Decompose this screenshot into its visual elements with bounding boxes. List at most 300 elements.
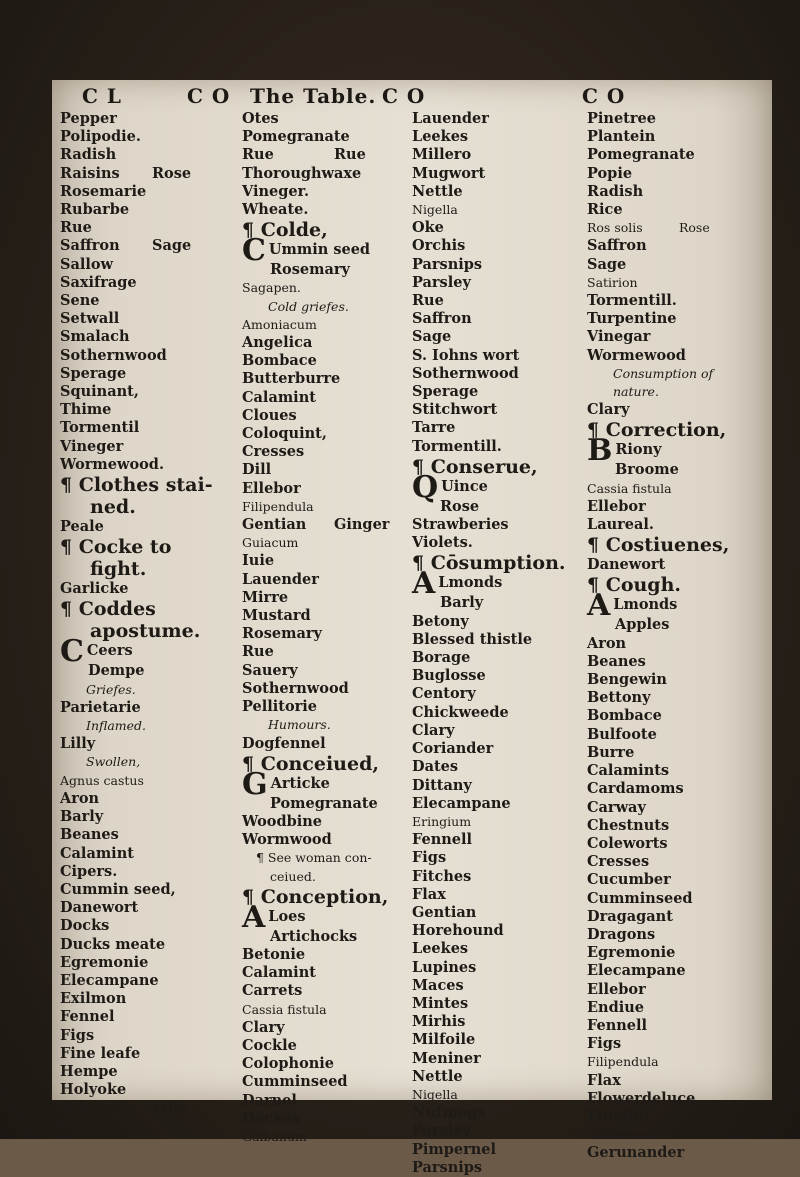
entry-text: Centory (412, 685, 476, 703)
entry-text: Sauery (242, 661, 298, 679)
index-entry (242, 795, 420, 813)
index-entry (587, 256, 765, 274)
index-entry-roman (242, 534, 420, 552)
index-entry-roman (587, 1126, 765, 1144)
index-entry (60, 580, 238, 598)
entry-text: Hempe (60, 1062, 118, 1080)
index-entry (412, 146, 590, 164)
index-entry (587, 671, 765, 689)
entry-text: Ellebor (587, 980, 646, 998)
index-entry (412, 667, 590, 685)
entry-text: Beanes (587, 652, 646, 670)
index-entry (60, 881, 238, 899)
entry-text: Garlicke (60, 580, 129, 598)
index-entry (412, 886, 590, 904)
header-title: The Table. (250, 84, 377, 108)
index-entry (242, 146, 420, 164)
entry-text: Setwall (60, 310, 120, 328)
index-entry (242, 261, 420, 279)
entry-text: Vinegar (587, 328, 651, 346)
entry-text: Cold griefes. (268, 298, 349, 314)
index-entry (412, 310, 590, 328)
subheading (60, 717, 238, 735)
entry-text: Satirion (587, 274, 638, 290)
entry-text: Swollen, (86, 754, 141, 770)
index-entry-roman (242, 1001, 420, 1019)
entry-text: Rice (587, 201, 623, 219)
entry-text: Cresses (587, 853, 650, 871)
entry-text: Thoroughwaxe (242, 164, 362, 182)
entry-text: Sothernwood (412, 364, 519, 382)
entry-text: Coloquint, (242, 425, 327, 443)
entry-text: Strawberies (412, 516, 509, 534)
index-entry (412, 631, 590, 649)
index-entry (587, 516, 765, 534)
entry-text: Pepper (60, 110, 117, 127)
index-column-3 (412, 110, 590, 1177)
index-entry (242, 589, 420, 607)
entry-text: Gerunander (587, 1144, 685, 1162)
entry-text: Aron (60, 789, 100, 807)
entry-text: apostume. (90, 620, 201, 643)
index-entry (242, 552, 420, 570)
entry-text: Buglosse (412, 667, 486, 685)
entry-text: Elecampane (587, 962, 686, 980)
index-entry (60, 274, 238, 292)
section-heading (242, 219, 420, 241)
index-entry (242, 110, 420, 128)
index-entry (587, 237, 765, 255)
index-entry (587, 292, 765, 310)
index-entry (60, 634, 238, 670)
entry-text: Vineger. (242, 182, 309, 200)
entry-text: Violets. (412, 534, 473, 552)
index-entry (587, 128, 765, 146)
drop-cap-initial: C (242, 233, 266, 269)
index-entry (587, 588, 765, 624)
entry-text: Egremonie (587, 944, 676, 962)
index-entry-roman (242, 498, 420, 516)
index-entry (412, 274, 590, 292)
index-entry (242, 370, 420, 388)
index-entry (587, 799, 765, 817)
subheading (60, 753, 238, 771)
entry-text: Leekes (412, 128, 469, 146)
index-entry (242, 461, 420, 479)
index-entry (242, 480, 420, 498)
index-entry (412, 685, 590, 703)
entry-text: ¶ Correction, (587, 419, 727, 442)
index-entry (60, 1063, 238, 1081)
entry-text: Carrets (242, 982, 303, 1000)
index-entry (587, 635, 765, 653)
entry-text: Dragagant (587, 907, 673, 925)
drop-cap-initial: G (242, 766, 268, 802)
index-entry (412, 534, 590, 552)
index-entry (60, 1118, 238, 1136)
drop-cap-initial: B (587, 433, 613, 469)
entry-text: Fennell (587, 1016, 648, 1034)
index-entry (60, 972, 238, 990)
index-entry (60, 1081, 238, 1099)
index-entry (242, 165, 420, 183)
entry-text: Squinant, (60, 383, 139, 401)
entry-text: Carway (587, 798, 646, 816)
book-page (52, 80, 772, 1176)
index-entry (587, 1017, 765, 1035)
entry-text: Nigella (412, 202, 458, 218)
entry-text: Filipendula (587, 1054, 659, 1070)
index-entry (412, 256, 590, 274)
index-entry (587, 908, 765, 926)
cross-reference-continued (242, 868, 420, 886)
index-entry (60, 917, 238, 935)
index-entry (412, 795, 590, 813)
entry-text: Pellitorie (242, 698, 318, 716)
index-entry (587, 616, 765, 634)
index-entry (412, 469, 590, 505)
entry-text: Calamints (587, 762, 670, 780)
drop-cap-initial: A (412, 566, 436, 602)
index-entry (412, 1141, 590, 1159)
entry-text: ¶ Clothes stai- (60, 474, 213, 497)
entry-text: Docks (60, 917, 110, 935)
entry-text: Pinetree (587, 110, 656, 127)
entry-text: Borage (412, 649, 471, 667)
index-entry (412, 959, 590, 977)
entry-text: Bombace (587, 707, 662, 725)
index-entry (60, 1045, 238, 1063)
entry-text: Coriander (412, 740, 494, 758)
index-entry (412, 566, 590, 602)
entry-text: Saffron (412, 310, 472, 328)
index-entry (587, 433, 765, 469)
entry-text: Sage (587, 255, 627, 273)
entry-text: Cumminseed (242, 1073, 348, 1091)
entry-text: Sagapen. (242, 280, 301, 296)
entry-text: Fluellin (587, 1107, 650, 1125)
entry-text: Burre (587, 743, 635, 761)
index-entry (60, 662, 238, 680)
entry-text: Tormentill. (412, 437, 502, 455)
index-entry (412, 995, 590, 1013)
entry-text: Woodbine (242, 812, 322, 830)
section-heading-continued (60, 558, 238, 580)
entry-text: Rosemarie (60, 182, 147, 200)
index-entry (587, 762, 765, 780)
index-entry (242, 813, 420, 831)
section-heading-continued (60, 620, 238, 642)
entry-text: Flax (412, 885, 446, 903)
entry-text: Amoniacum (242, 316, 317, 332)
entry-text: Rosemary (242, 625, 322, 643)
header-column-2-letters: C O (187, 84, 231, 108)
index-column-1 (60, 110, 238, 1136)
entry-text: ¶ Coddes (60, 598, 156, 621)
entry-text: Calamint (242, 388, 316, 406)
entry-text: Betonie (242, 945, 306, 963)
subheading (587, 383, 765, 401)
entry-text: Maces (412, 976, 464, 994)
entry-text: Bengewin (587, 671, 667, 689)
entry-text: Fine leafe (60, 1044, 141, 1062)
index-entry (242, 425, 420, 443)
entry-text: Guiacum (242, 535, 299, 551)
entry-text: Lauender (242, 570, 319, 588)
entry-text: Lupines (412, 958, 477, 976)
index-entry (60, 110, 238, 128)
entry-text: Galbanum (242, 1128, 307, 1144)
index-entry-roman (242, 1128, 420, 1146)
index-entry (242, 352, 420, 370)
entry-text: ¶ Colde, (242, 219, 328, 242)
index-entry (242, 928, 420, 946)
entry-text: Saffron (587, 237, 647, 255)
entry-text: Peale (60, 518, 104, 536)
index-entry (587, 556, 765, 574)
index-entry (60, 808, 238, 826)
entry-text: Rue (242, 643, 274, 661)
entry-text: Holyoke (60, 1081, 127, 1099)
entry-text: Butterburre (242, 370, 341, 388)
index-entry (412, 328, 590, 346)
entry-text: Stitchwort (412, 401, 498, 419)
index-entry (412, 1013, 590, 1031)
entry-text: Danewort (587, 556, 666, 574)
entry-text: Galbanum (587, 1127, 652, 1143)
index-entry (412, 110, 590, 128)
entry-text: Ellebor (242, 479, 301, 497)
entry-text: Ros solis (587, 220, 643, 236)
entry-text: ceiued. (270, 868, 316, 884)
entry-text: Leekes (412, 940, 469, 958)
index-entry (587, 853, 765, 871)
entry-text: ¶ Costiuenes, (587, 534, 730, 557)
index-entry (60, 183, 238, 201)
index-entry (242, 625, 420, 643)
section-heading (587, 419, 765, 441)
entry-text: Pomegranate (270, 794, 378, 812)
paired-entry-text: Lilly (152, 1099, 188, 1117)
entry-text: Saffron (60, 237, 120, 255)
index-entry (242, 643, 420, 661)
entry-text: Rue (412, 292, 444, 310)
section-heading (242, 886, 420, 908)
index-entry (60, 790, 238, 808)
entry-text: Dragons (587, 925, 656, 943)
index-entry (587, 1072, 765, 1090)
entry-text: Eringium (412, 813, 472, 829)
index-entry (412, 1159, 590, 1177)
entry-text: fight. (90, 558, 147, 581)
index-entry (242, 735, 420, 753)
index-entry (242, 389, 420, 407)
index-entry (412, 977, 590, 995)
entry-text: Milfoile (412, 1031, 476, 1049)
cross-reference (242, 849, 420, 867)
entry-text: Exilmon (60, 990, 127, 1008)
paired-entry-text: Sage (152, 237, 192, 255)
entry-text: Broome (615, 461, 679, 479)
index-entry (60, 219, 238, 237)
entry-text: ¶ Conception, (242, 885, 389, 908)
index-entry (60, 845, 238, 863)
index-entry (587, 146, 765, 164)
index-entry (412, 649, 590, 667)
index-entry (412, 594, 590, 612)
entry-text: Dates (412, 758, 459, 776)
index-entry (242, 233, 420, 269)
entry-text: Figs (587, 1035, 622, 1053)
entry-text: Filipendula (242, 498, 314, 514)
entry-text: Parsley (412, 273, 471, 291)
header-column-4-letters: C O (582, 84, 626, 108)
entry-text: Sothernwood (60, 346, 167, 364)
index-entry (587, 726, 765, 744)
index-entry (60, 383, 238, 401)
paired-entry-text: Rose (152, 164, 192, 182)
index-entry (60, 201, 238, 219)
entry-text: Mirre (242, 588, 289, 606)
entry-text: Uince (441, 477, 488, 495)
entry-text: Aron (587, 634, 627, 652)
index-entry (412, 165, 590, 183)
index-entry-roman (587, 1053, 765, 1071)
entry-text: Griefes. (86, 681, 136, 697)
entry-text: Dockes (242, 1109, 301, 1127)
entry-text: S. Iohns wort (412, 346, 520, 364)
entry-text: Calamint (60, 844, 134, 862)
index-entry (412, 401, 590, 419)
entry-text: Pimpernel (412, 1140, 497, 1158)
entry-text: Chestnuts (587, 816, 670, 834)
entry-text: Blessed thistle (412, 630, 533, 648)
index-entry (412, 922, 590, 940)
index-entry (242, 183, 420, 201)
entry-text: ¶ Conceiued, (242, 752, 379, 775)
index-entry (242, 334, 420, 352)
index-entry (60, 438, 238, 456)
index-entry (587, 962, 765, 980)
entry-text: Rubarbe (60, 201, 130, 219)
subheading (60, 681, 238, 699)
index-entry (587, 944, 765, 962)
entry-text: Lauender (412, 110, 489, 127)
entry-text: Egremonie (60, 953, 149, 971)
index-column-4 (587, 110, 765, 1163)
index-entry (412, 831, 590, 849)
entry-text: Ummin seed (268, 241, 371, 259)
index-entry (412, 1122, 590, 1140)
index-entry (412, 128, 590, 146)
entry-text: Consumption of (613, 365, 714, 381)
index-entry (587, 689, 765, 707)
index-entry (242, 964, 420, 982)
entry-text: Ceers (86, 642, 133, 660)
index-entry (60, 146, 238, 164)
index-entry (412, 904, 590, 922)
index-entry (60, 826, 238, 844)
index-entry (587, 926, 765, 944)
entry-text: Ellebor (587, 497, 646, 515)
index-entry (587, 1035, 765, 1053)
entry-text: Dogfennel (242, 734, 326, 752)
entry-text: Nettle (412, 1067, 463, 1085)
entry-text: nature. (613, 384, 659, 400)
index-entry (60, 256, 238, 274)
index-entry (412, 183, 590, 201)
entry-text: Lmonds (613, 596, 678, 614)
index-entry (242, 407, 420, 425)
entry-text: Mustard (242, 607, 311, 625)
index-entry (242, 1037, 420, 1055)
index-entry (412, 347, 590, 365)
entry-text: Rose (440, 497, 480, 515)
entry-text: Nigella (412, 1086, 458, 1102)
index-entry (242, 516, 420, 534)
index-entry (412, 777, 590, 795)
section-heading (412, 456, 590, 478)
entry-text: Wheate. (242, 201, 309, 219)
index-entry (60, 699, 238, 717)
entry-text: Clary (242, 1018, 285, 1036)
running-header (82, 84, 782, 106)
index-entry (242, 201, 420, 219)
section-heading (242, 753, 420, 775)
entry-text: Agnus castus (60, 772, 144, 788)
entry-text: Flax (587, 1071, 621, 1089)
index-entry (587, 461, 765, 479)
index-entry (412, 940, 590, 958)
entry-text: Fennel (60, 1008, 115, 1026)
index-entry (412, 292, 590, 310)
entry-text: Cassia fistula (242, 1001, 327, 1017)
index-entry (412, 1050, 590, 1068)
entry-text: Rue (60, 219, 92, 237)
entry-text: ¶ Conserue, (412, 455, 538, 478)
entry-text: Cummin seed, (60, 880, 176, 898)
entry-text: Iuie (242, 552, 275, 570)
index-entry (412, 758, 590, 776)
section-heading (587, 534, 765, 556)
entry-text: Radish (60, 146, 117, 164)
index-entry (242, 680, 420, 698)
index-entry (60, 456, 238, 474)
entry-text: ¶ See woman con- (256, 850, 372, 866)
index-entry-roman (587, 219, 765, 237)
index-entry (587, 498, 765, 516)
index-column-2 (242, 110, 420, 1146)
entry-text: Fennell (412, 831, 473, 849)
section-heading (60, 474, 238, 496)
index-entry (242, 607, 420, 625)
index-entry (242, 946, 420, 964)
entry-text: Oke (412, 219, 444, 237)
entry-text: Bombace (242, 352, 317, 370)
index-entry (587, 401, 765, 419)
index-entry (60, 899, 238, 917)
index-entry (60, 128, 238, 146)
index-entry (60, 310, 238, 328)
index-entry (412, 1031, 590, 1049)
index-entry (412, 722, 590, 740)
entry-text: Sene (60, 292, 100, 310)
entry-text: Nettle (412, 182, 463, 200)
index-entry (412, 868, 590, 886)
entry-text: Figs (412, 849, 447, 867)
subheading (587, 365, 765, 383)
index-entry-roman (587, 480, 765, 498)
